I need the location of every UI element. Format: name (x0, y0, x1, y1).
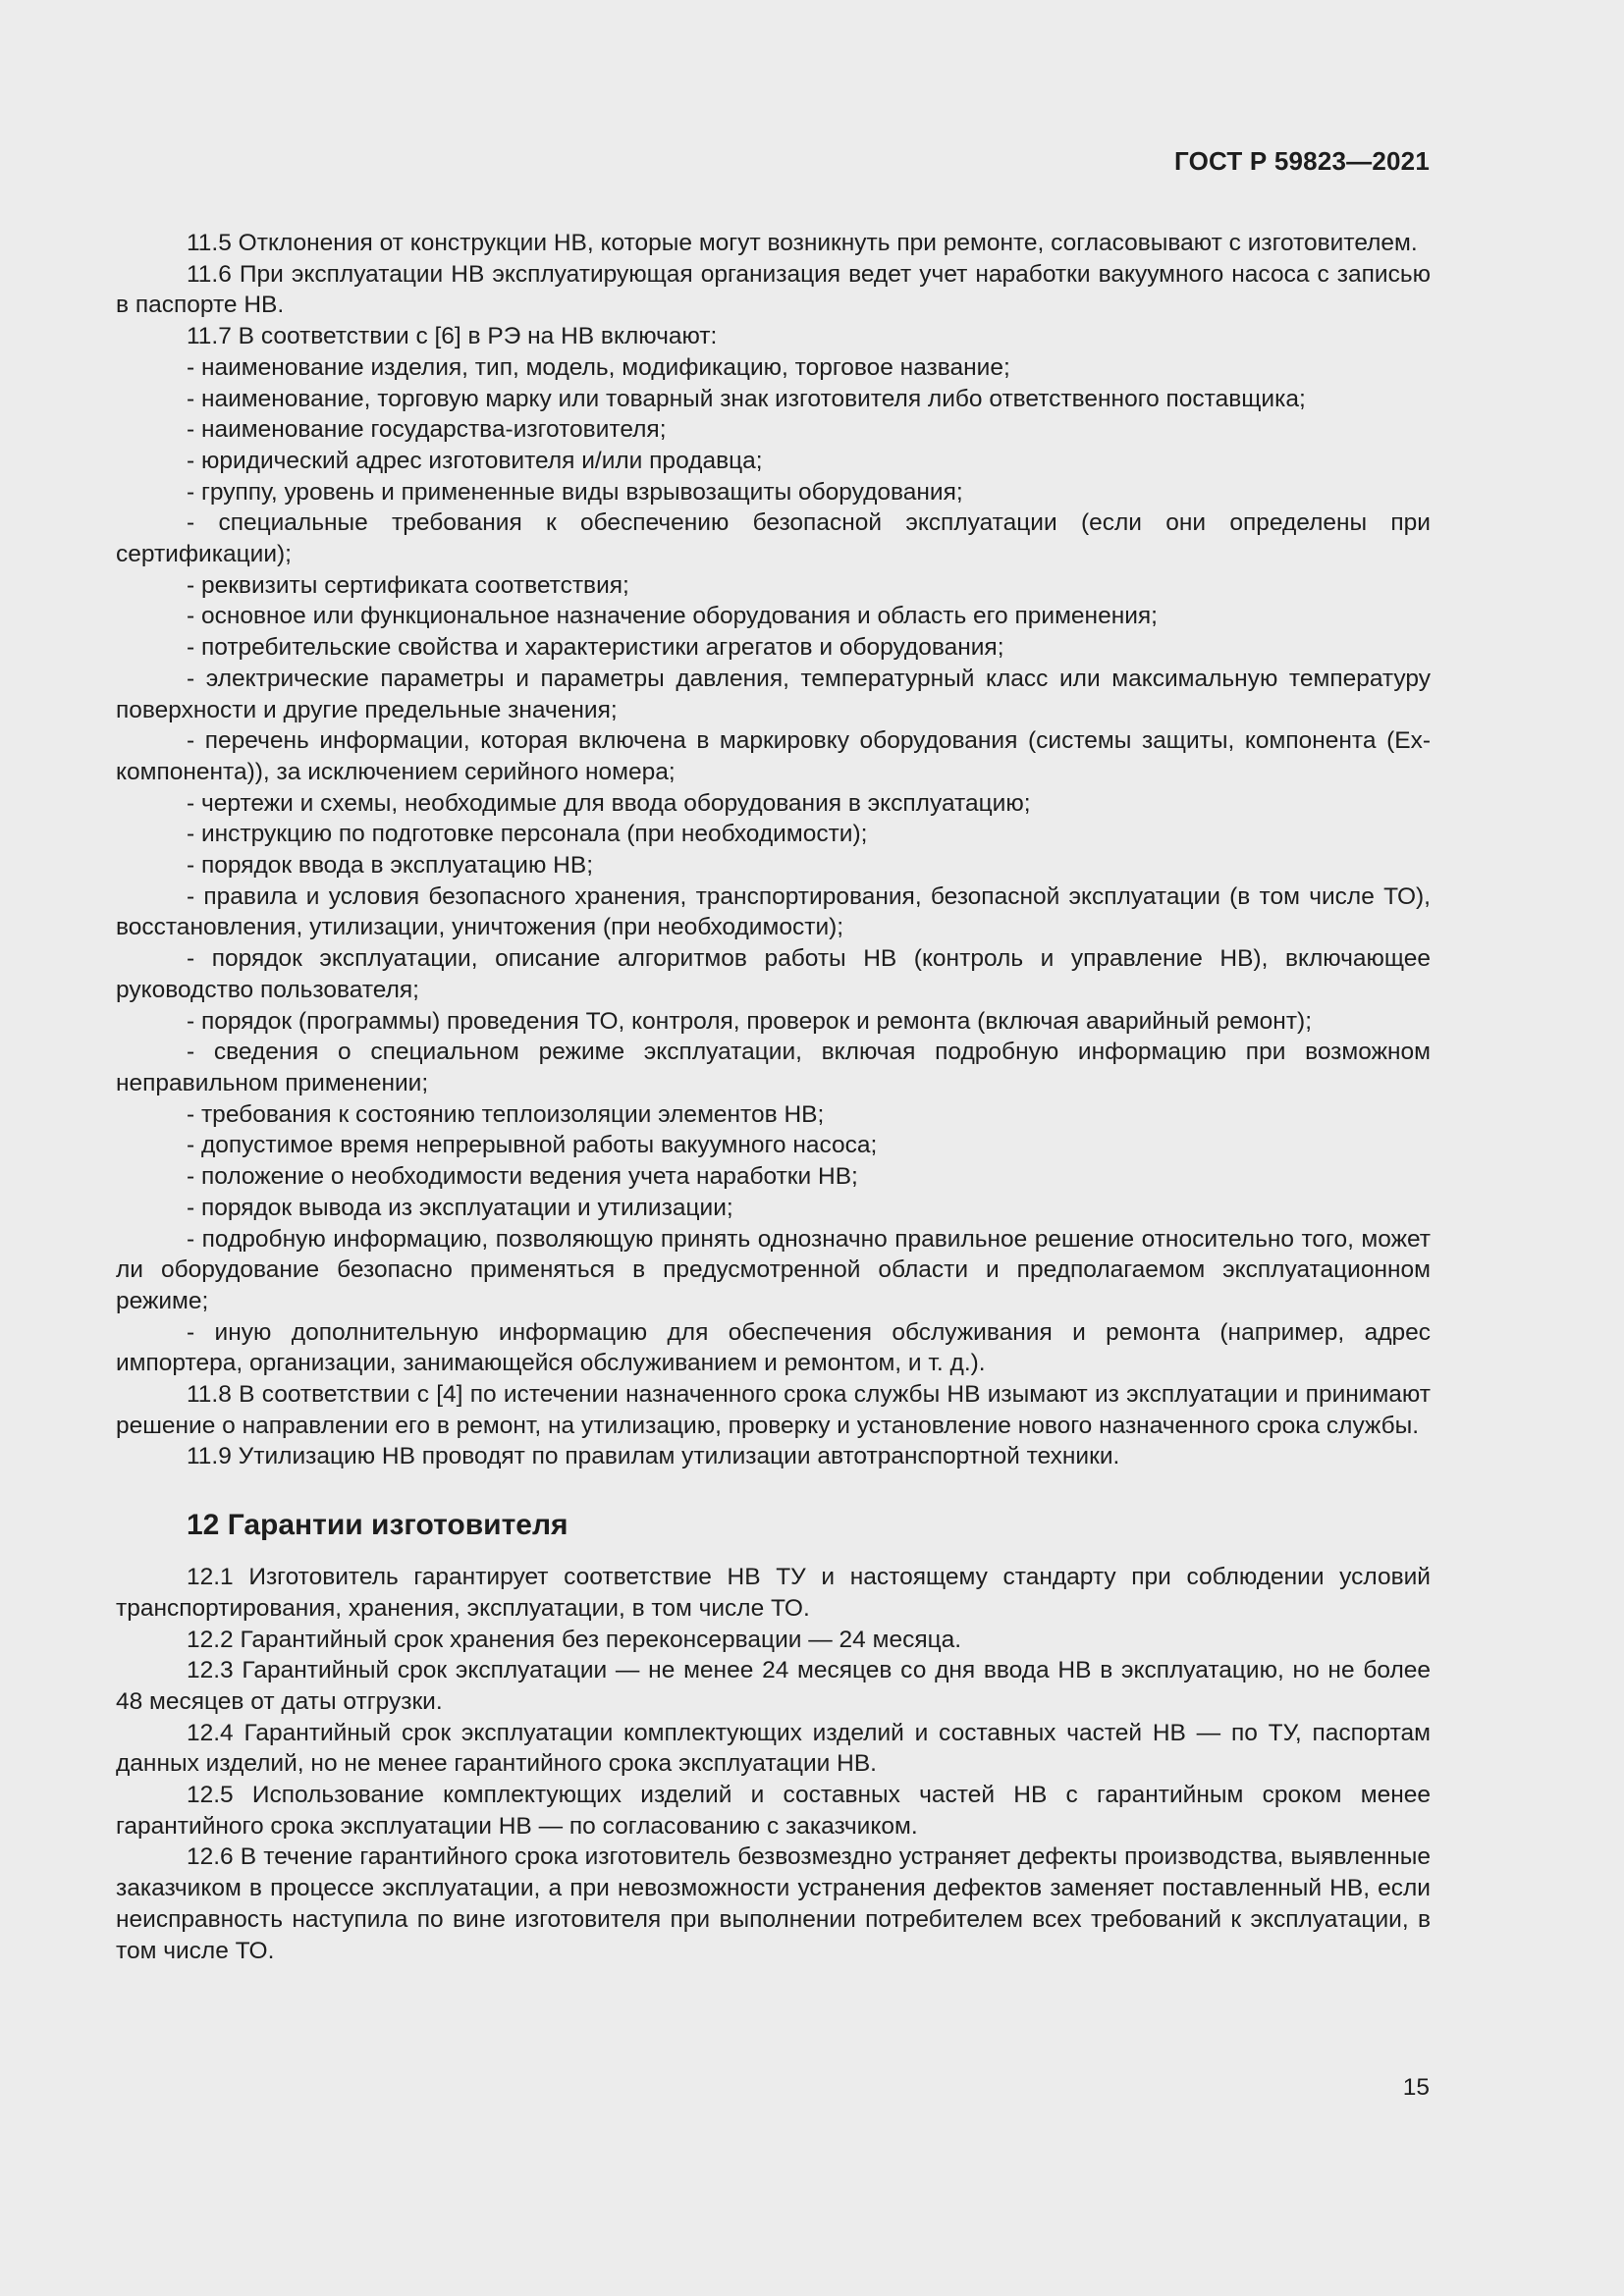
list-item: - правила и условия безопасного хранения, транспортирования, безопасной эксплуатации (в том числе ТО), восстановления, утилизации, уничтожения (при необходимости); (116, 882, 1431, 941)
list-item: - специальные требования к обеспечению безопасной эксплуатации (если они определены при сертификации); (116, 509, 1431, 568)
list-item: - потребительские свойства и характеристики агрегатов и оборудования; (187, 634, 1004, 662)
paragraph-11-8: 11.8 В соответствии с [4] по истечении назначенного срока службы НВ изымают из эксплуатации и принимают решение о направлении его в ремонт, на утилизацию, проверку и установление нового назначенного срока службы. (116, 1381, 1431, 1439)
paragraph-12-5: 12.5 Использование комплектующих изделий и составных частей НВ с гарантийным сроком менее гарантийного срока эксплуатации НВ — по согласованию с заказчиком. (116, 1782, 1431, 1840)
list-item: - юридический адрес изготовителя и/или продавца; (187, 447, 763, 474)
paragraph-11-7: 11.7 В соответствии с [6] в РЭ на НВ включают: (187, 323, 718, 350)
paragraph-12-4: 12.4 Гарантийный срок эксплуатации комплектующих изделий и составных частей НВ — по ТУ, паспортам данных изделий, но не менее гарантийного срока эксплуатации НВ. (116, 1719, 1431, 1778)
paragraph-12-6: 12.6 В течение гарантийного срока изготовитель безвозмездно устраняет дефекты производства, выявленные заказчиком в процессе эксплуатации, а при невозможности устранения дефектов заменяет поставленный НВ, если неисправность наступила по вине изготовителя при выполнении потребителем всех требований к эксплуатации, в том числе ТО. (116, 1843, 1431, 1964)
list-item: - подробную информацию, позволяющую принять однозначно правильное решение относительно того, может ли оборудование безопасно применяться в предусмотренной области и предполагаемом эксплуатационном режиме; (116, 1225, 1431, 1314)
list-item: - чертежи и схемы, необходимые для ввода оборудования в эксплуатацию; (187, 789, 1031, 817)
page-content (116, 228, 1431, 1966)
section-heading: 12 Гарантии изготовителя (187, 1509, 568, 1542)
list-item: - электрические параметры и параметры давления, температурный класс или максимальную температуру поверхности и другие предельные значения; (116, 665, 1431, 723)
list-item: - порядок вывода из эксплуатации и утилизации; (187, 1194, 733, 1221)
list-item: - наименование, торговую марку или товарный знак изготовителя либо ответственного поставщика; (187, 385, 1306, 412)
paragraph-12-2: 12.2 Гарантийный срок хранения без переконсервации — 24 месяца. (187, 1626, 962, 1653)
list-item: - положение о необходимости ведения учета наработки НВ; (187, 1163, 858, 1191)
list-item: - порядок эксплуатации, описание алгоритмов работы НВ (контроль и управление НВ), включающее руководство пользователя; (116, 945, 1431, 1003)
list-item: - допустимое время непрерывной работы вакуумного насоса; (187, 1132, 878, 1159)
list-item: - группу, уровень и примененные виды взрывозащиты оборудования; (187, 478, 963, 506)
paragraph-12-3: 12.3 Гарантийный срок эксплуатации — не менее 24 месяцев со дня ввода НВ в эксплуатацию, но не более 48 месяцев от даты отгрузки. (116, 1657, 1431, 1715)
list-item: - иную дополнительную информацию для обеспечения обслуживания и ремонта (например, адрес импортера, организации, занимающейся обслуживанием и ремонтом, и т. д.). (116, 1318, 1431, 1377)
list-item: - порядок (программы) проведения ТО, контроля, проверок и ремонта (включая аварийный ремонт); (187, 1007, 1313, 1035)
list-item: - основное или функциональное назначение оборудования и область его применения; (187, 603, 1158, 630)
list-item: - требования к состоянию теплоизоляции элементов НВ; (187, 1100, 825, 1128)
list-item: - порядок ввода в эксплуатацию НВ; (187, 852, 593, 880)
document-code: ГОСТ Р 59823—2021 (1174, 146, 1430, 176)
list-item: - реквизиты сертификата соответствия; (187, 571, 629, 599)
list-item: - сведения о специальном режиме эксплуатации, включая подробную информацию при возможном неправильном применении; (116, 1039, 1431, 1096)
paragraph-11-6: 11.6 При эксплуатации НВ эксплуатирующая организация ведет учет наработки вакуумного насоса с записью в паспорте НВ. (116, 260, 1431, 319)
paragraph-11-9: 11.9 Утилизацию НВ проводят по правилам утилизации автотранспортной техники. (187, 1443, 1120, 1470)
list-item: - перечень информации, которая включена в маркировку оборудования (системы защиты, компонента (Ex-компонента)), за исключением серийного номера; (116, 727, 1431, 785)
page-number: 15 (1402, 2074, 1430, 2101)
list-item: - инструкцию по подготовке персонала (при необходимости); (187, 821, 868, 848)
list-item: - наименование изделия, тип, модель, модификацию, торговое название; (187, 353, 1010, 381)
list-item: - наименование государства-изготовителя; (187, 416, 667, 444)
paragraph-12-1: 12.1 Изготовитель гарантирует соответствие НВ ТУ и настоящему стандарту при соблюдении условий транспортирования, хранения, эксплуатации, в том числе ТО. (116, 1564, 1431, 1622)
paragraph-11-5: 11.5 Отклонения от конструкции НВ, которые могут возникнуть при ремонте, согласовывают с изготовителем. (187, 230, 1418, 256)
